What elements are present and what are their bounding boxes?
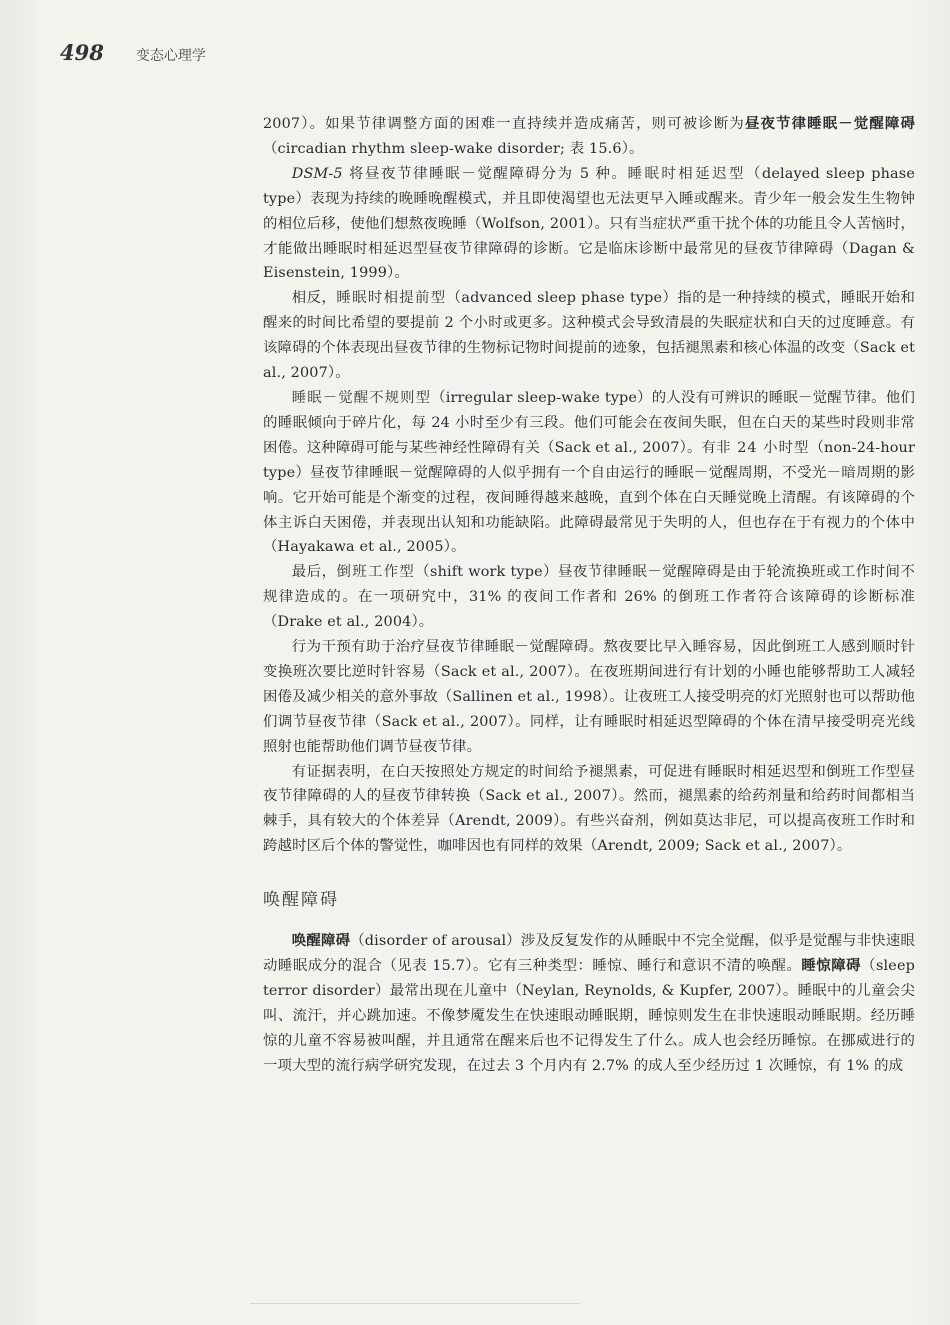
paragraph-8 xyxy=(263,929,915,1078)
term-advanced-sleep-phase: 睡眠时相提前型 xyxy=(336,290,447,307)
book-title: 变态心理学 xyxy=(135,48,206,64)
term-shift-work: 倒班工作型 xyxy=(336,564,416,581)
paragraph-1 xyxy=(263,112,915,162)
paragraph-5 xyxy=(263,560,915,635)
paragraph-7 xyxy=(263,760,915,860)
dsm5-italic: DSM-5 xyxy=(291,165,343,182)
paragraph-5-text-c: （shift work type）昼夜节律睡眠－觉醒障碍是由于轮流换班或工作时间不规律造成的。在一项研究中，31% 的夜间工作者和 26% 的倒班工作者符合该障碍的诊断标准（Drake et al., 2004）。 xyxy=(263,564,915,631)
paragraph-8-text-b: （disorder of arousal）涉及反复发作的从睡眠中不完全觉醒，似乎是觉醒与非快速眼动睡眠成分的混合（见表 15.7）。它有三种类型：睡惊、睡行和意识不清的唤醒。 xyxy=(263,933,915,975)
paragraph-7-text: 有证据表明，在白天按照处方规定的时间给予褪黑素，可促进有睡眠时相延迟型和倒班工作型昼夜节律障碍的人的昼夜节律转换（Sack et al., 2007）。然而，褪黑素的给药剂量和给药时间都相当棘手，具有较大的个体差异（Arendt, 2009）。有些兴奋剂，例如莫达非尼，可以提高夜班工作时和跨越时区后个体的警觉性，咖啡因也有同样的效果（Arendt, 2009; Sack et al., 2007）。 xyxy=(263,763,915,855)
key-term-circadian-disorder: 昼夜节律睡眠－觉醒障碍 xyxy=(744,116,915,132)
key-term-sleep-terror-disorder: 睡惊障碍 xyxy=(801,958,862,975)
paragraph-3-text-a: 相反， xyxy=(291,290,337,307)
paragraph-2-text-d: （delayed sleep phase type）表现为持续的晚睡晚醒模式，并且即使渴望也无法更早入睡或醒来。青少年一般会发生生物钟的相位后移，使他们想熬夜晚睡（Wolfson, 2001）。只有当症状严重干扰个体的功能且令人苦恼时，才能做出睡眠时相延迟型昼夜节律障碍的诊断。它是临床诊断中最常见的昼夜节律障碍（Dagan & Eisenstein, 1999）。 xyxy=(263,165,915,282)
paragraph-1-text-a: 2007）。如果节律调整方面的困难一直持续并造成痛苦，则可被诊断为 xyxy=(263,116,745,132)
term-delayed-sleep-phase: 睡眠时相延迟型 xyxy=(627,165,746,182)
paragraph-4-text-b: （irregular sleep-wake type）的人没有可辨识的睡眠－觉醒节律。他们的睡眠倾向于碎片化，每 24 小时至少有三段。他们可能会在夜间失眠，但在白天的某些时段则非常困倦。这种障碍可能与某些神经性障碍有关（Sack et al., 2007）。有 xyxy=(263,389,915,456)
key-term-disorder-of-arousal: 唤醒障碍 xyxy=(291,933,351,950)
bottom-divider xyxy=(250,1303,580,1304)
paragraph-6-text: 行为干预有助于治疗昼夜节律睡眠－觉醒障碍。熬夜要比早入睡容易，因此倒班工人感到顺时针变换班次要比逆时针容易（Sack et al., 2007）。在夜班期间进行有计划的小睡也能够帮助工人减轻困倦及减少相关的意外事故（Sallinen et al., 1998）。让夜班工人接受明亮的灯光照射也可以帮助他们调节昼夜节律（Sack et al., 2007）。同样，让有睡眠时相延迟型障碍的个体在清早接受明亮光线照射也能帮助他们调节昼夜节律。 xyxy=(263,639,915,755)
paragraph-2-text-b: 将昼夜节律睡眠－觉醒障碍分为 5 种。 xyxy=(342,165,628,182)
paragraph-1-text-c: （circadian rhythm sleep-wake disorder; 表 15.6）。 xyxy=(263,140,644,157)
term-irregular-sleep-wake: 睡眠－觉醒不规则型 xyxy=(291,389,432,406)
body-text xyxy=(263,112,915,1079)
paragraph-4 xyxy=(263,386,915,560)
paragraph-5-text-a: 最后， xyxy=(291,564,337,581)
running-head xyxy=(60,40,206,65)
paragraph-8-text-d: （sleep terror disorder）最常出现在儿童中（Neylan, Reynolds, & Kupfer, 2007）。睡眠中的儿童会尖叫、流汗，并心跳加速。不像梦魇发生在快速眼动睡眠期，睡惊则发生在非快速眼动睡眠期。经历睡惊的儿童不容易被叫醒，并且通常在醒来后也不记得发生了什么。成人也会经历睡惊。在挪威进行的一项大型的流行病学研究发现，在过去 3 个月内有 2.7% 的成人至少经历过 1 次睡惊，有 1% 的成 xyxy=(263,958,915,1074)
term-non-24-hour: 非 24 小时型 xyxy=(716,439,810,456)
paragraph-2 xyxy=(263,162,915,287)
paragraph-3-text-c: （advanced sleep phase type）指的是一种持续的模式，睡眠开始和醒来的时间比希望的要提前 2 个小时或更多。这种模式会导致清晨的失眠症状和白天的过度睡意。有该障碍的个体表现出昼夜节律的生物标记物时间提前的迹象，包括褪黑素和核心体温的改变（Sack et al., 2007）。 xyxy=(263,290,915,382)
paragraph-3 xyxy=(263,286,915,386)
section-heading-arousal-disorders: 唤醒障碍 xyxy=(263,890,339,911)
page-number: 498 xyxy=(60,40,104,65)
paragraph-6 xyxy=(263,635,915,760)
paragraph-4-text-d: （non-24-hour type）昼夜节律睡眠－觉醒障碍的人似乎拥有一个自由运行的睡眠－觉醒周期，不受光－暗周期的影响。它开始可能是个渐变的过程，夜间睡得越来越晚，直到个体在白天睡觉晚上清醒。有该障碍的个体主诉白天困倦，并表现出认知和功能缺陷。此障碍最常见于失明的人，但也存在于有视力的个体中（Hayakawa et al., 2005）。 xyxy=(263,439,916,556)
